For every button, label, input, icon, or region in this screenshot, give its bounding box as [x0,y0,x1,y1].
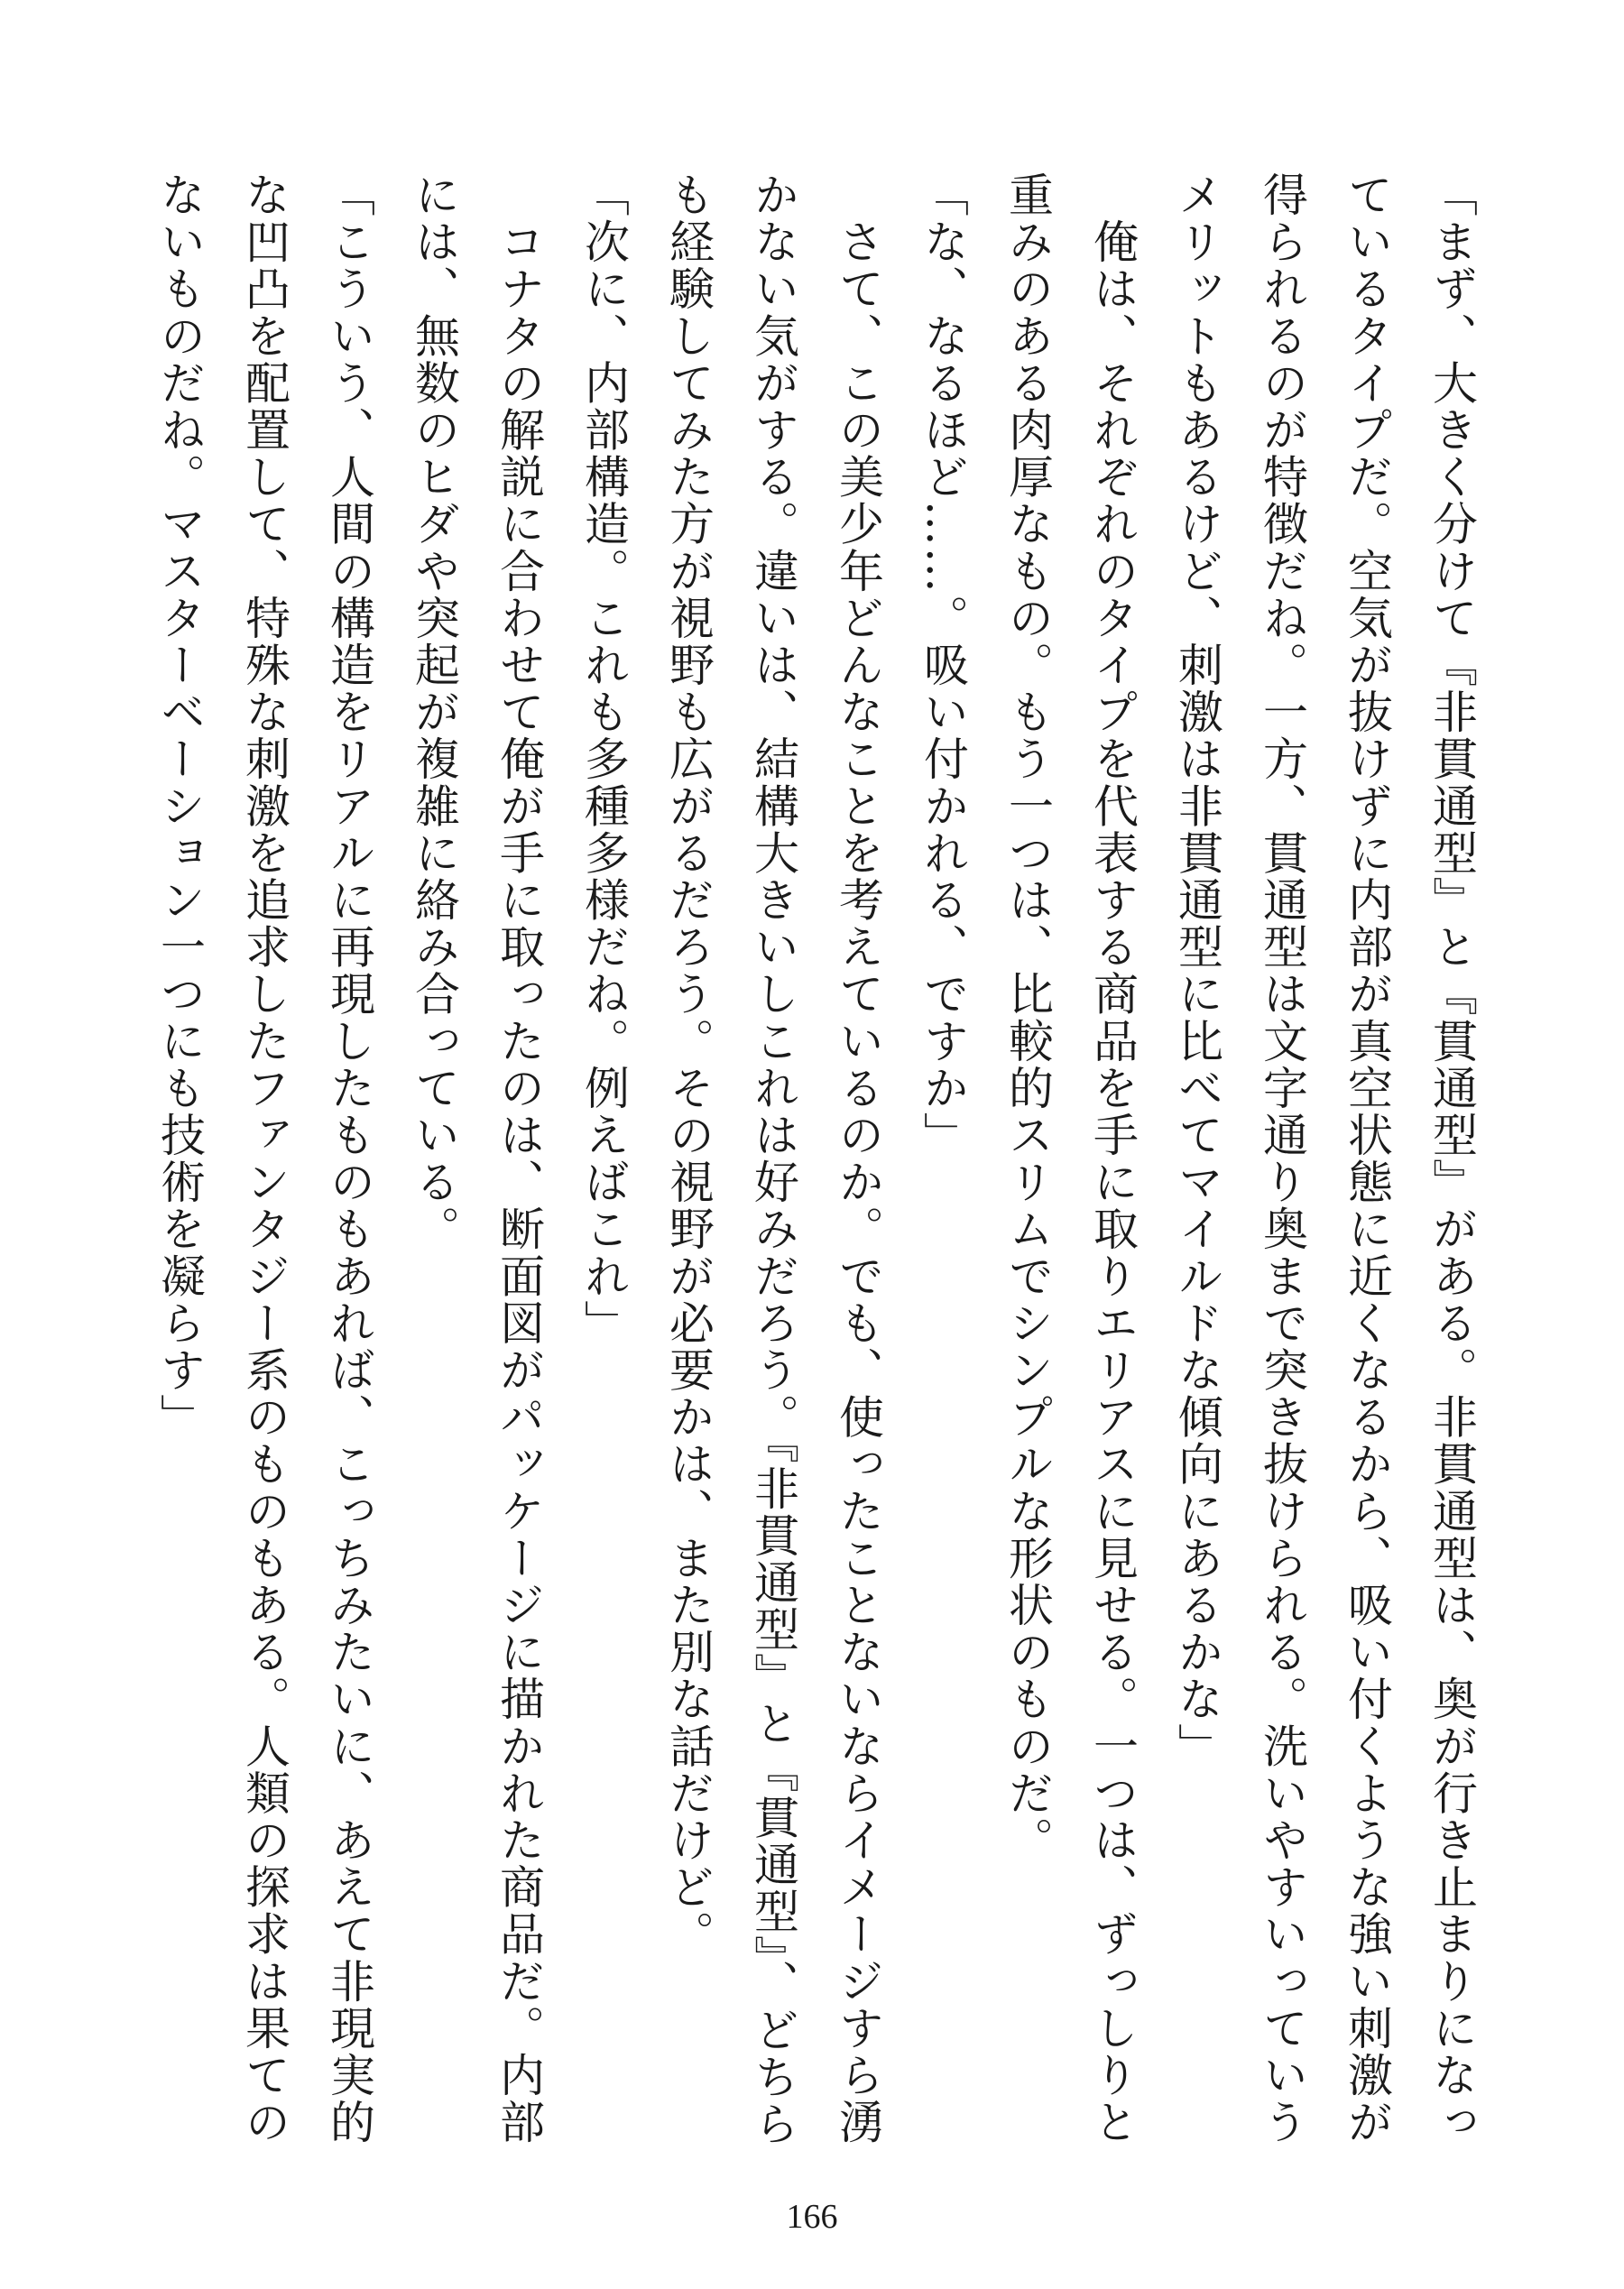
text-line: コナタの解説に合わせて俺が手に取ったのは、断面図がパッケージに描かれた商品だ。内部 [493,171,545,2146]
text-line: さて、この美少年どんなことを考えているのか。でも、使ったことないならイメージすら湧 [832,171,884,2146]
novel-body-text [137,171,1494,2156]
text-line: 「こういう、人間の構造をリアルに再現したものもあれば、こっちみたいに、あえて非現実的 [323,171,375,2146]
text-line: 俺は、それぞれのタイプを代表する商品を手に取りエリアスに見せる。一つは、ずっしりと [1086,171,1139,2146]
text-line: 「な、なるほど……。吸い付かれる、ですか」 [917,171,969,1159]
text-line: ないものだね。マスターベーション一つにも技術を凝らす」 [153,171,206,1441]
text-line: 「まず、大きく分けて『非貫通型』と『貫通型』がある。非貫通型は、奥が行き止まりになっ [1426,171,1478,2146]
text-line: 得られるのが特徴だね。一方、貫通型は文字通り奥まで突き抜けられる。洗いやすいっていう [1256,171,1308,2146]
text-line: ているタイプだ。空気が抜けずに内部が真空状態に近くなるから、吸い付くような強い刺激が [1341,171,1393,2146]
text-line: かない気がする。違いは、結構大きいしこれは好みだろう。『非貫通型』と『貫通型』、どちら [747,171,799,2148]
text-line: 重みのある肉厚なもの。もう一つは、比較的スリムでシンプルな形状のものだ。 [1001,171,1054,1864]
text-line: 「次に、内部構造。これも多種多様だね。例えばこれ」 [577,171,630,1347]
text-line: には、無数のヒダや突起が複雑に絡み合っている。 [408,171,460,1253]
text-line: な凹凸を配置して、特殊な刺激を追求したファンタジー系のものもある。人類の探求は果ての [238,171,291,2146]
text-line: も経験してみた方が視野も広がるだろう。その視野が必要かは、また別な話だけど。 [662,171,715,1958]
text-line: メリットもあるけど、刺激は非貫通型に比べてマイルドな傾向にあるかな」 [1171,171,1223,1770]
page-number: 166 [786,2198,838,2236]
